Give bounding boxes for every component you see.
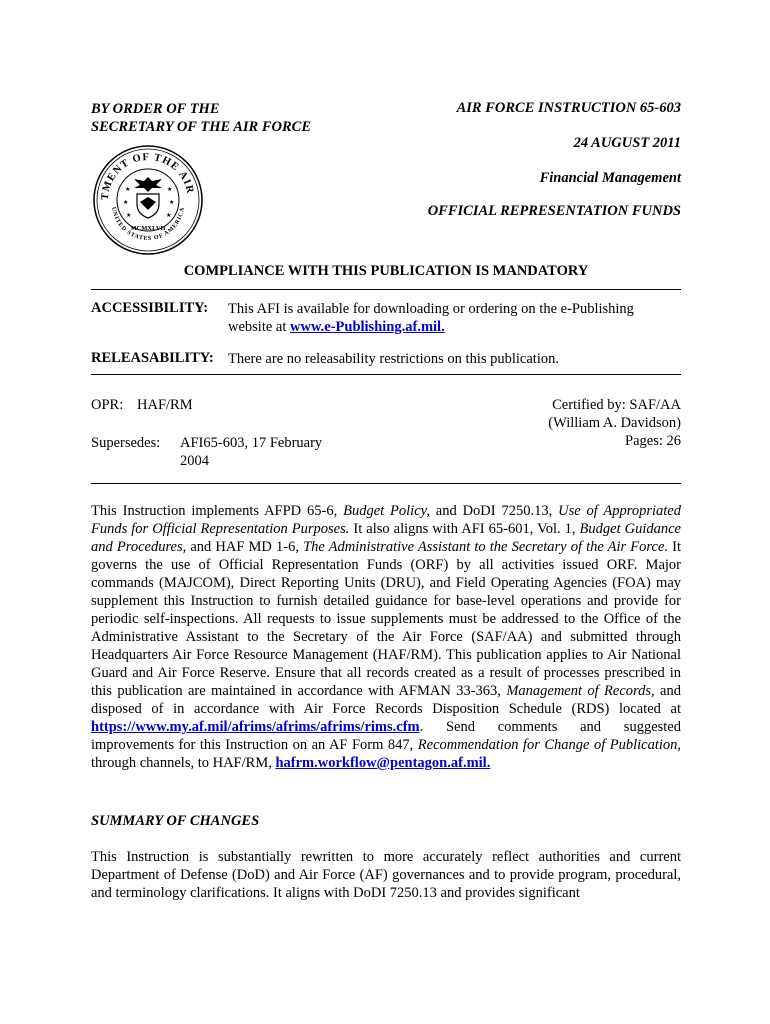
releasability-text: There are no releasability restrictions on this publication.	[228, 351, 559, 367]
divider	[91, 374, 681, 375]
intro-text: and disposed of in accordance with Air Force Records Disposition Schedule (RDS) located at	[91, 683, 681, 717]
accessibility-text	[228, 300, 688, 336]
svg-text:★: ★	[167, 186, 173, 193]
opr-label: OPR:	[91, 397, 124, 413]
svg-text:★: ★	[123, 199, 129, 206]
divider	[91, 483, 681, 484]
svg-text:UNITED STATES OF AMERICA: UNITED STATES OF AMERICA	[110, 206, 186, 243]
intro-text: and DoDI 7250.13,	[429, 503, 559, 519]
intro-title: Use of Appropriated Funds for Official Representation Purposes.	[91, 503, 681, 537]
order-header	[91, 100, 311, 136]
svg-text:DEPARTMENT OF THE AIR FORCE: TMENT OF THE AIR	[99, 151, 196, 201]
svg-text:★: ★	[169, 199, 175, 206]
intro-text: . Send comments and suggested improvements for this Instruction on an AF Form 847,	[91, 719, 681, 753]
supersedes-value	[180, 434, 322, 470]
e-publishing-link[interactable]: www.e-Publishing.af.mil.	[290, 319, 445, 335]
intro-text: This Instruction implements AFPD 65-6,	[91, 503, 344, 519]
intro-text: , through channels, to HAF/RM,	[91, 737, 681, 771]
supersedes-label: Supersedes:	[91, 435, 161, 451]
email-link[interactable]: hafrm.workflow@pentagon.af.mil.	[275, 755, 491, 771]
svg-text:★: ★	[125, 186, 131, 193]
supersedes-line-2: 2004	[180, 453, 209, 469]
opr-value: HAF/RM	[137, 397, 193, 413]
page-count: Pages: 26	[625, 433, 681, 449]
intro-text: It also aligns with AFI 65-601, Vol. 1,	[349, 521, 580, 537]
certified-line-1: Certified by: SAF/AA	[552, 397, 681, 413]
certified-by	[548, 396, 681, 450]
air-force-seal	[92, 144, 204, 256]
svg-text:★: ★	[166, 212, 172, 219]
intro-title: Budget Policy,	[343, 503, 430, 519]
certified-line-2: (William A. Davidson)	[548, 415, 681, 431]
rds-link[interactable]: https://www.my.af.mil/afrims/afrims/afrims/rims.cfm	[91, 719, 420, 735]
order-line-2: SECRETARY OF THE AIR FORCE	[91, 119, 311, 135]
svg-text:★: ★	[126, 212, 132, 219]
summary-heading: SUMMARY OF CHANGES	[91, 813, 260, 829]
order-line-1: BY ORDER OF THE	[91, 101, 220, 117]
publication-date: 24 AUGUST 2011	[573, 135, 681, 151]
accessibility-label: ACCESSIBILITY:	[91, 300, 209, 316]
intro-title: Management of Records,	[506, 683, 655, 699]
accessibility-line-1: This AFI is available for downloading or ordering on the e-Publishing	[228, 301, 634, 317]
accessibility-prefix: website at	[228, 319, 291, 335]
releasability-label: RELEASABILITY:	[91, 350, 214, 366]
seal-year: MCMXLVII	[130, 225, 166, 232]
intro-title: Budget Guidance and Procedures,	[91, 521, 681, 555]
accessibility-line-2	[228, 318, 688, 336]
intro-text: It governs the use of Official Representation Funds (ORF) by all activities issued ORF. Major commands (MAJCOM), Direct Reporting Units (DRU), and Field Operating Agencies (FOA) may supplement this Instruction to furnish detailed guidance for base-level operations and provide for periodic self-inspections. All requests to issue supplements must be addressed to the Office of the Administrative Assistant to the Secretary of the Air Force (SAF/AA) and submitted through Headquarters Air Force Resource Management (HAF/RM). This publication applies to Air National Guard and Air Force Reserve. Ensure that all records created as a result of processes prescribed in this publication are maintained in accordance with AFMAN 33-363,	[91, 539, 681, 699]
supersedes-line-1: AFI65-603, 17 February	[180, 435, 323, 451]
intro-text: and HAF MD 1-6,	[186, 539, 304, 555]
summary-paragraph: This Instruction is substantially rewritten to more accurately reflect authorities and current Department of Defense (DoD) and Air Force (AF) governances and to provide program, procedural, and terminology clarifications. It aligns with DoDI 7250.13 and provides significant	[91, 849, 681, 901]
instruction-number: AIR FORCE INSTRUCTION 65-603	[456, 100, 681, 116]
intro-paragraph	[91, 502, 681, 772]
divider	[91, 289, 681, 290]
publication-category: Financial Management	[539, 170, 681, 186]
publication-subject: OFFICIAL REPRESENTATION FUNDS	[427, 203, 681, 219]
compliance-statement: COMPLIANCE WITH THIS PUBLICATION IS MANDATORY	[183, 263, 589, 279]
intro-title: Recommendation for Change of Publication	[417, 737, 678, 753]
intro-title: The Administrative Assistant to the Secretary of the Air Force.	[303, 539, 669, 555]
